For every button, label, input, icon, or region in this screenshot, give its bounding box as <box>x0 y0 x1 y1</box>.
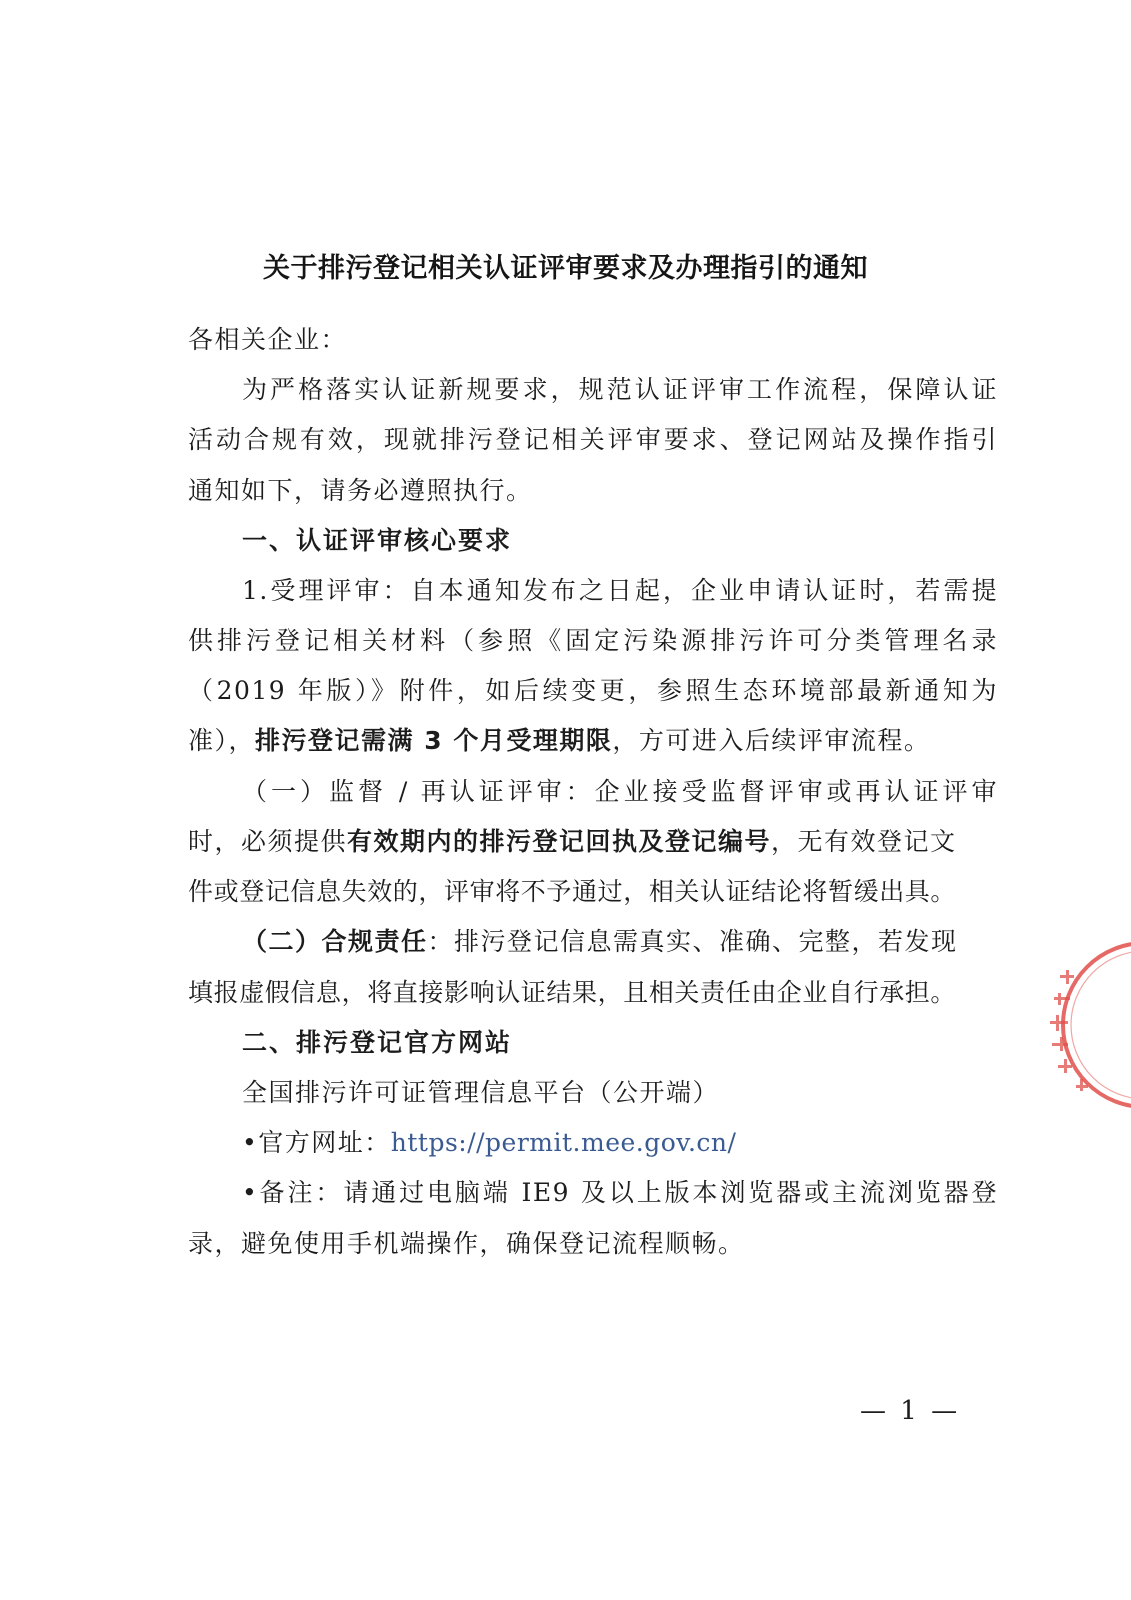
item-2-line-3: 件或登记信息失效的，评审将不予通过，相关认证结论将暂缓出具。 <box>188 877 957 906</box>
document-title: 关于排污登记相关认证评审要求及办理指引的通知 <box>263 253 868 284</box>
red-seal-stamp <box>1040 935 1131 1115</box>
item-1-line-3: （2019 年版）》附件，如后续变更，参照生态环境部最新通知为 <box>188 676 998 705</box>
intro-line-1: 为严格落实认证新规要求，规范认证评审工作流程，保障认证 <box>242 375 998 404</box>
note-line-1: •备注：请通过电脑端 IE9 及以上版本浏览器或主流浏览器登 <box>242 1178 998 1207</box>
url-label: •官方网址： <box>242 1128 391 1157</box>
platform-name: 全国排污许可证管理信息平台（公开端） <box>242 1078 720 1107</box>
item-1-line-1: 1.受理评审：自本通知发布之日起，企业申请认证时，若需提 <box>242 576 998 605</box>
item-3-line-1 <box>242 926 998 958</box>
page-number: — 1 — <box>860 1396 961 1426</box>
official-url-line <box>242 1127 998 1159</box>
official-url-link[interactable]: https://permit.mee.gov.cn/ <box>390 1128 737 1157</box>
intro-line-3: 通知如下，请务必遵照执行。 <box>188 476 533 505</box>
note-line-2: 录，避免使用手机端操作，确保登记流程顺畅。 <box>188 1229 745 1258</box>
compliance-label: （二）合规责任 <box>242 927 428 956</box>
item-2-line-1: （一）监督 / 再认证评审：企业接受监督评审或再认证评审 <box>242 777 998 806</box>
item-1-line-2: 供排污登记相关材料（参照《固定污染源排污许可分类管理名录 <box>188 626 998 655</box>
acceptance-period-emphasis: 排污登记需满 3 个月受理期限 <box>255 726 613 755</box>
item-2-line-2-start: 时，必须提供 <box>188 827 348 856</box>
item-2-line-2-end: ，无有效登记文 <box>771 827 957 856</box>
item-1-line-4-end: ，方可进入后续评审流程。 <box>612 726 931 755</box>
item-1-line-4 <box>188 725 998 757</box>
section-2-heading: 二、排污登记官方网站 <box>242 1028 513 1057</box>
intro-line-2: 活动合规有效，现就排污登记相关评审要求、登记网站及操作指引 <box>188 425 998 454</box>
item-3-line-1-rest: ：排污登记信息需真实、准确、完整，若发现 <box>427 927 958 956</box>
section-1-heading: 一、认证评审核心要求 <box>242 526 513 555</box>
salutation: 各相关企业： <box>188 325 348 354</box>
item-1-line-4-start: 准）， <box>188 726 256 755</box>
item-3-line-2: 填报虚假信息，将直接影响认证结果，且相关责任由企业自行承担。 <box>188 978 957 1007</box>
valid-receipt-emphasis: 有效期内的排污登记回执及登记编号 <box>347 827 772 856</box>
item-2-line-2 <box>188 826 998 858</box>
